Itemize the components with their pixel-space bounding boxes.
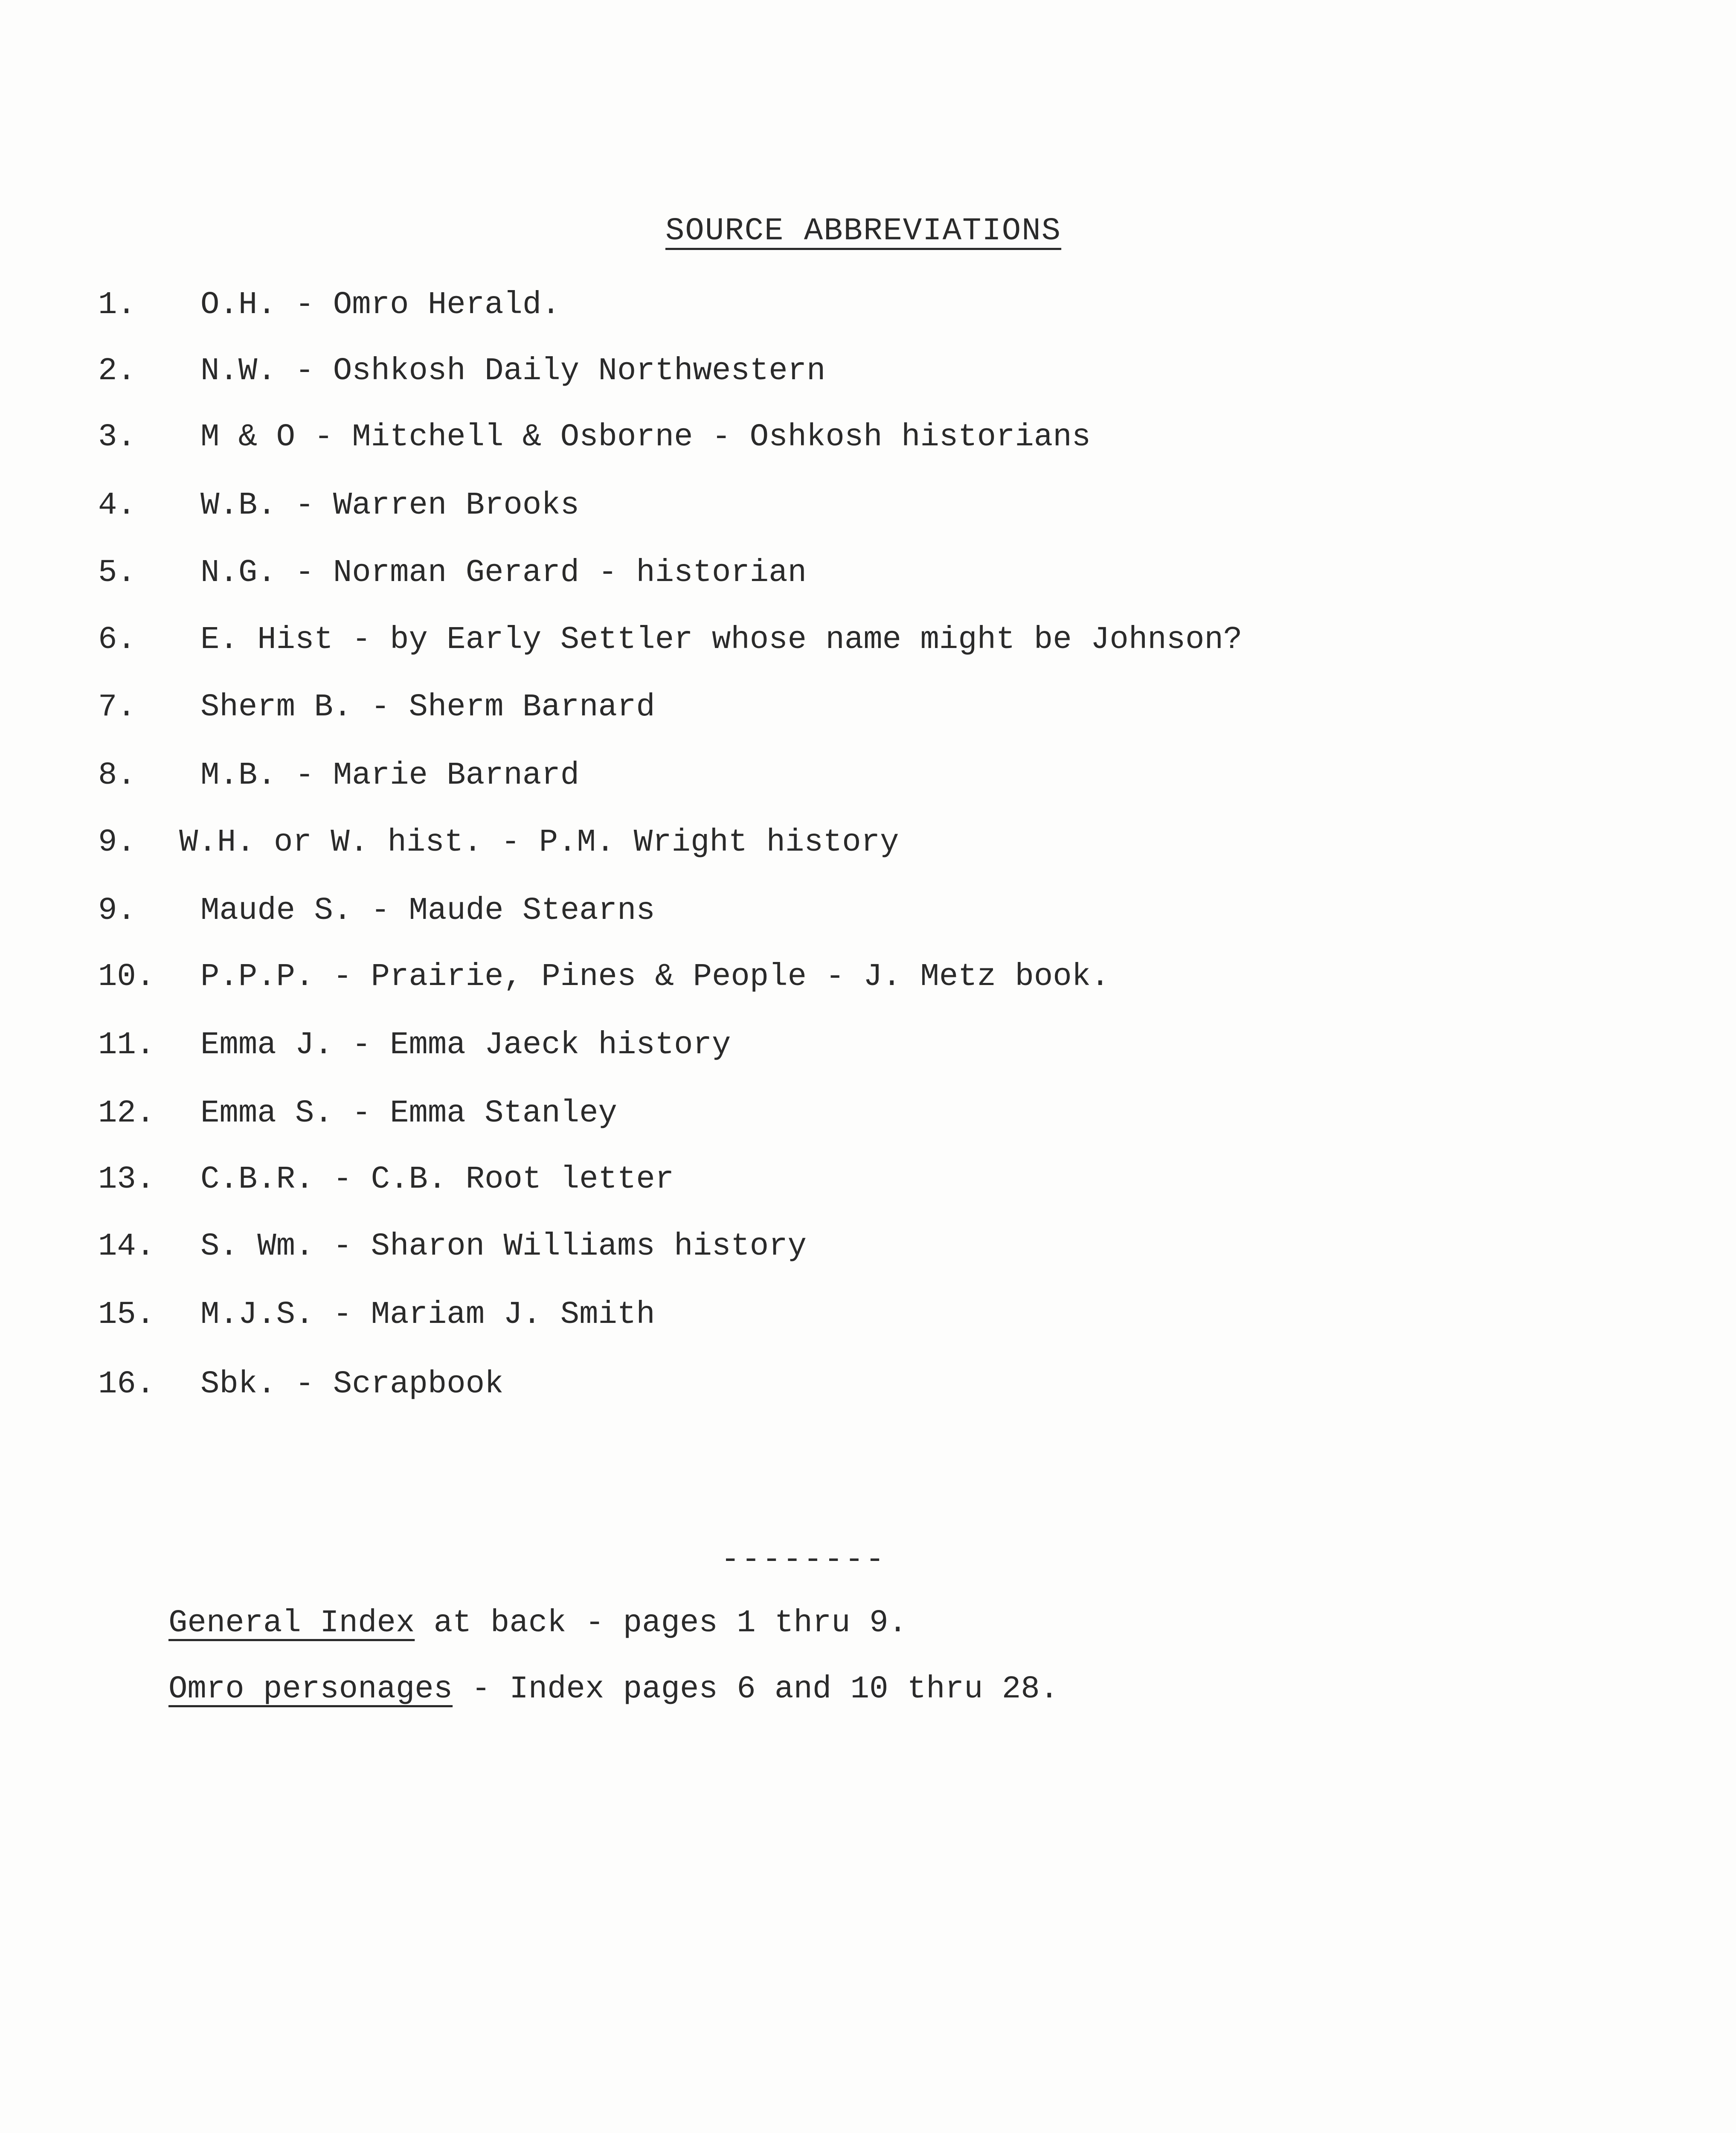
page-title: SOURCE ABBREVIATIONS	[665, 213, 1062, 249]
item-text: Sherm B. - Sherm Barnard	[200, 689, 655, 725]
item-number: 6.	[98, 622, 136, 658]
item-number: 4.	[98, 488, 136, 523]
item-text: N.W. - Oshkosh Daily Northwestern	[200, 353, 826, 389]
item-number: 15.	[98, 1297, 155, 1333]
item-number: 1.	[98, 287, 136, 323]
item-text: Maude S. - Maude Stearns	[200, 893, 655, 929]
item-text: C.B.R. - C.B. Root letter	[200, 1162, 674, 1197]
section-divider: --------	[721, 1542, 886, 1578]
item-text: S. Wm. - Sharon Williams history	[200, 1229, 807, 1264]
item-number: 16.	[98, 1366, 155, 1402]
item-text: M & O - Mitchell & Osborne - Oshkosh historians	[200, 419, 1091, 455]
item-text: Emma S. - Emma Stanley	[200, 1096, 617, 1131]
index-note	[168, 1670, 1059, 1709]
index-note-text: at back - pages 1 thru 9.	[415, 1605, 907, 1641]
item-number: 12.	[98, 1096, 155, 1131]
item-text: W.H. or W. hist. - P.M. Wright history	[179, 825, 899, 860]
item-text: M.J.S. - Mariam J. Smith	[200, 1297, 655, 1333]
item-number: 13.	[98, 1162, 155, 1197]
item-text: W.B. - Warren Brooks	[200, 488, 580, 523]
item-number: 11.	[98, 1027, 155, 1063]
index-note-label: General Index	[168, 1605, 415, 1641]
index-note	[168, 1604, 907, 1642]
item-number: 7.	[98, 689, 136, 725]
item-text: Sbk. - Scrapbook	[200, 1366, 504, 1402]
item-number: 9.	[98, 893, 136, 929]
item-text: P.P.P. - Prairie, Pines & People - J. Metz book.	[200, 959, 1110, 995]
item-number: 9.	[98, 825, 136, 860]
item-number: 2.	[98, 353, 136, 389]
item-text: N.G. - Norman Gerard - historian	[200, 555, 807, 591]
item-text: E. Hist - by Early Settler whose name might be Johnson?	[200, 622, 1242, 658]
item-text: O.H. - Omro Herald.	[200, 287, 560, 323]
item-text: M.B. - Marie Barnard	[200, 758, 580, 793]
item-text: Emma J. - Emma Jaeck history	[200, 1027, 731, 1063]
item-number: 3.	[98, 419, 136, 455]
item-number: 5.	[98, 555, 136, 591]
index-note-label: Omro personages	[168, 1671, 453, 1707]
item-number: 8.	[98, 758, 136, 793]
item-number: 14.	[98, 1229, 155, 1264]
item-number: 10.	[98, 959, 155, 995]
index-note-text: - Index pages 6 and 10 thru 28.	[453, 1671, 1059, 1707]
